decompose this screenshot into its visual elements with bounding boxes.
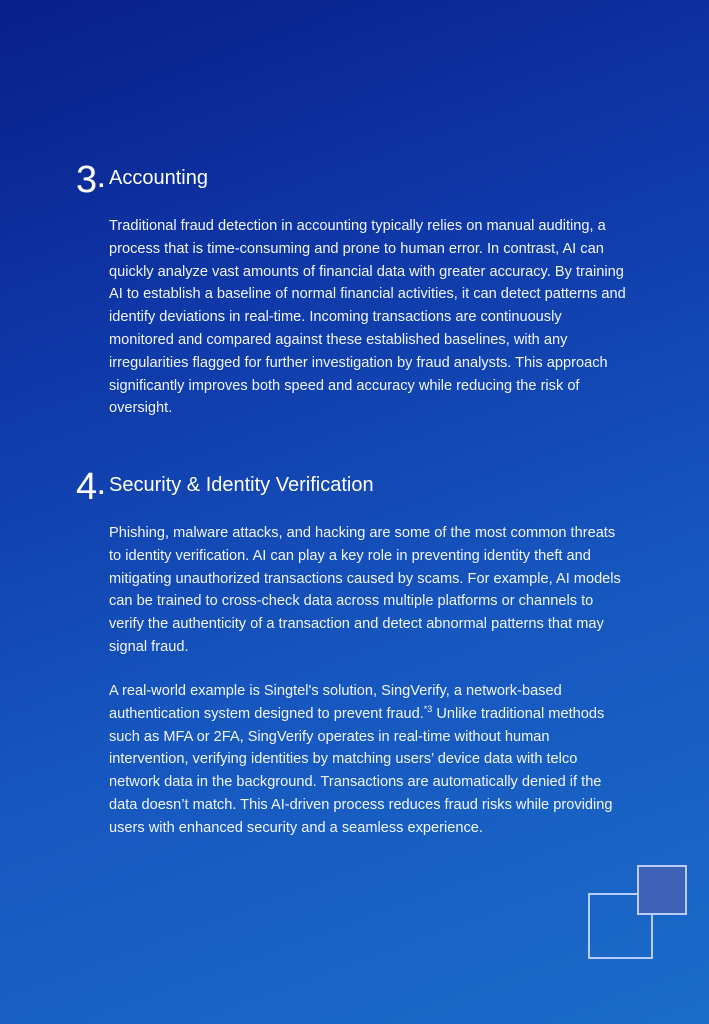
body-paragraph: Phishing, malware attacks, and hacking are some of the most common threats to identity verification. AI can play a key role in preventing identity theft and mitigating unauthorized transactions caused by scams. For example, AI models can be trained to cross-check data across multiple platforms or channels to verify the authenticity of a transaction and detect abnormal patterns that may signal fraud. <box>109 525 621 655</box>
section-heading <box>0 160 709 200</box>
body-paragraph <box>109 680 629 840</box>
section-title: Accounting <box>109 167 208 189</box>
footnote-marker: *3 <box>423 703 433 714</box>
paragraph-text: A real-world example is Singtel's solution, SingVerify, a network-based authentication system designed to prevent fraud. <box>109 683 562 722</box>
section-body <box>109 215 629 420</box>
section-number-dot: . <box>98 166 105 193</box>
section-title: Security & Identity Verification <box>109 474 374 496</box>
section-body <box>109 680 629 840</box>
section-heading <box>0 467 709 507</box>
section-accounting <box>0 159 709 417</box>
section-security-identity <box>0 466 709 836</box>
paragraph-text: Unlike traditional methods such as MFA or 2FA, SingVerify operates in real-time without human intervention, verifying identities by matching users’ device data with telco network data in the background. Transactions are automatically denied if the data doesn’t match. This AI-driven process reduces fraud risks while providing users with enhanced security and a seamless experience. <box>109 705 613 836</box>
body-paragraph: Traditional fraud detection in accounting typically relies on manual auditing, a process that is time-consuming and prone to human error. In contrast, AI can quickly analyze vast amounts of financial data with greater accuracy. By training AI to establish a baseline of normal financial activities, it can detect patterns and identify deviations in real-time. Incoming transactions are continuously monitored and compared against these established baselines, with any irregularities flagged for further investigation by fraud analysts. This approach significantly improves both speed and accuracy while reducing the risk of oversight. <box>109 218 626 417</box>
section-number: 3 <box>76 159 97 201</box>
section-number: 4 <box>76 466 97 508</box>
section-number-dot: . <box>98 473 105 500</box>
decorative-filled-square <box>637 865 687 915</box>
section-body <box>109 522 629 659</box>
